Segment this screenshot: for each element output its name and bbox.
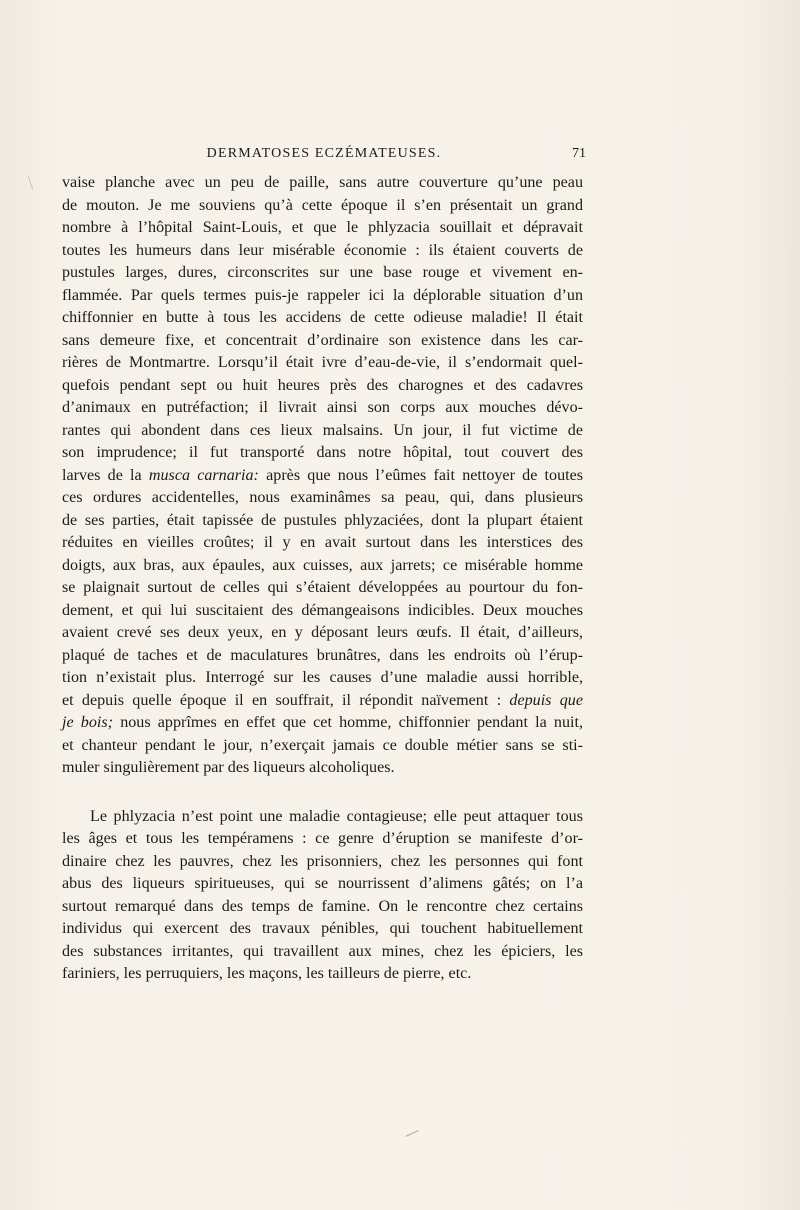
- pen-mark: [405, 1130, 418, 1137]
- text-line: pustules larges, dures, circonscrites sur une base rouge et vivement en-: [62, 264, 583, 281]
- text-line: de mouton. Je me souviens qu’à cette époque il s’en présentait un grand: [62, 196, 583, 214]
- text-line: quefois pendant sept ou huit heures près des charognes et des cadavres: [62, 376, 583, 394]
- text-line: des substances irritantes, qui travaillent aux mines, chez les épiciers, les: [62, 942, 583, 960]
- text-line: les âges et tous les tempéramens : ce genre d’éruption se manifeste d’or-: [62, 830, 583, 847]
- margin-mark: [28, 176, 33, 190]
- running-title: DERMATOSES ECZÉMATEUSES.: [206, 146, 442, 161]
- text-line: réduites en vieilles croûtes; il y en avait surtout dans les interstices des: [62, 534, 583, 551]
- text-line: Le phlyzacia n’est point une maladie contagieuse; elle peut attaquer tous: [90, 807, 583, 825]
- page-header: [62, 146, 586, 168]
- text-line: dement, et qui lui suscitaient des démangeaisons indicibles. Deux mouches: [62, 601, 583, 619]
- paragraph-1: [62, 172, 583, 780]
- text-line: ces ordures accidentelles, nous examinâmes sa peau, qui, dans plusieurs: [62, 489, 583, 506]
- text-line: et chanteur pendant le jour, n’exerçait jamais ce double métier sans se sti-: [62, 736, 583, 754]
- text-line: nombre à l’hôpital Saint-Louis, et que le phlyzacia souillait et dépravait: [62, 219, 583, 236]
- italic-term: musca carnaria:: [148, 466, 259, 484]
- text-fragment: après que nous l’eûmes fait nettoyer de toutes: [258, 466, 583, 484]
- text-line: doigts, aux bras, aux épaules, aux cuisses, aux jarrets; ce misérable homme: [62, 556, 583, 574]
- text-line: fariniers, les perruquiers, les maçons, les tailleurs de pierre, etc.: [62, 965, 472, 982]
- text-line: muler singulièrement par des liqueurs alcoholiques.: [62, 759, 395, 776]
- text-line: rières de Montmartre. Lorsqu’il était ivre d’eau-de-vie, il s’endormait quel-: [62, 354, 583, 371]
- text-fragment: et depuis quelle époque il en souffrait, il répondit naïvement :: [62, 691, 510, 709]
- text-line: [62, 465, 583, 488]
- text-line: dinaire chez les pauvres, chez les prisonniers, chez les personnes qui font: [62, 852, 583, 870]
- italic-term: depuis que: [509, 691, 583, 709]
- page-number: 71: [572, 146, 586, 161]
- text-line: sans demeure fixe, et concentrait d’ordinaire son existence dans les car-: [62, 331, 583, 349]
- text-line: surtout remarqué dans des temps de famine. On le rencontre chez certains: [62, 897, 583, 915]
- text-line: [62, 690, 583, 713]
- text-line: se plaignait surtout de celles qui s’étaient développées au pourtour du fon-: [62, 579, 583, 596]
- text-line: d’animaux en putréfaction; il livrait ainsi son corps aux mouches dévo-: [62, 399, 583, 416]
- paragraph-2: [62, 806, 583, 986]
- italic-term: je bois;: [62, 714, 113, 731]
- text-line: individus qui exercent des travaux pénibles, qui touchent habituellement: [62, 920, 583, 937]
- text-line: rantes qui abondent dans ces lieux malsains. Un jour, il fut victime de: [62, 421, 583, 439]
- text-line: avaient crevé ses deux yeux, en y déposant leurs œufs. Il était, d’ailleurs,: [62, 624, 583, 641]
- text-line: de ses parties, était tapissée de pustules phlyzaciées, dont la plupart étaient: [62, 511, 583, 529]
- text-line: plaqué de taches et de maculatures brunâtres, dans les endroits où l’érup-: [62, 646, 583, 664]
- text-line: son imprudence; il fut transporté dans notre hôpital, tout couvert des: [62, 444, 583, 461]
- body-text: [62, 172, 583, 986]
- text-line: abus des liqueurs spiritueuses, qui se nourrissent d’alimens gâtés; on l’a: [62, 875, 583, 892]
- text-fragment: nous apprîmes en effet que cet homme, chiffonnier pendant la nuit,: [113, 714, 583, 731]
- text-line: tion n’existait plus. Interrogé sur les causes d’une maladie aussi horrible,: [62, 669, 583, 686]
- text-line: [62, 712, 583, 735]
- text-line: vaise planche avec un peu de paille, sans autre couverture qu’une peau: [62, 174, 583, 191]
- text-line: chiffonnier en butte à tous les accidens de cette odieuse maladie! Il était: [62, 309, 583, 326]
- text-line: flammée. Par quels termes puis-je rappeler ici la déplorable situation d’un: [62, 286, 583, 304]
- text-fragment: larves de la: [62, 466, 149, 484]
- text-line: toutes les humeurs dans leur misérable économie : ils étaient couverts de: [62, 241, 583, 259]
